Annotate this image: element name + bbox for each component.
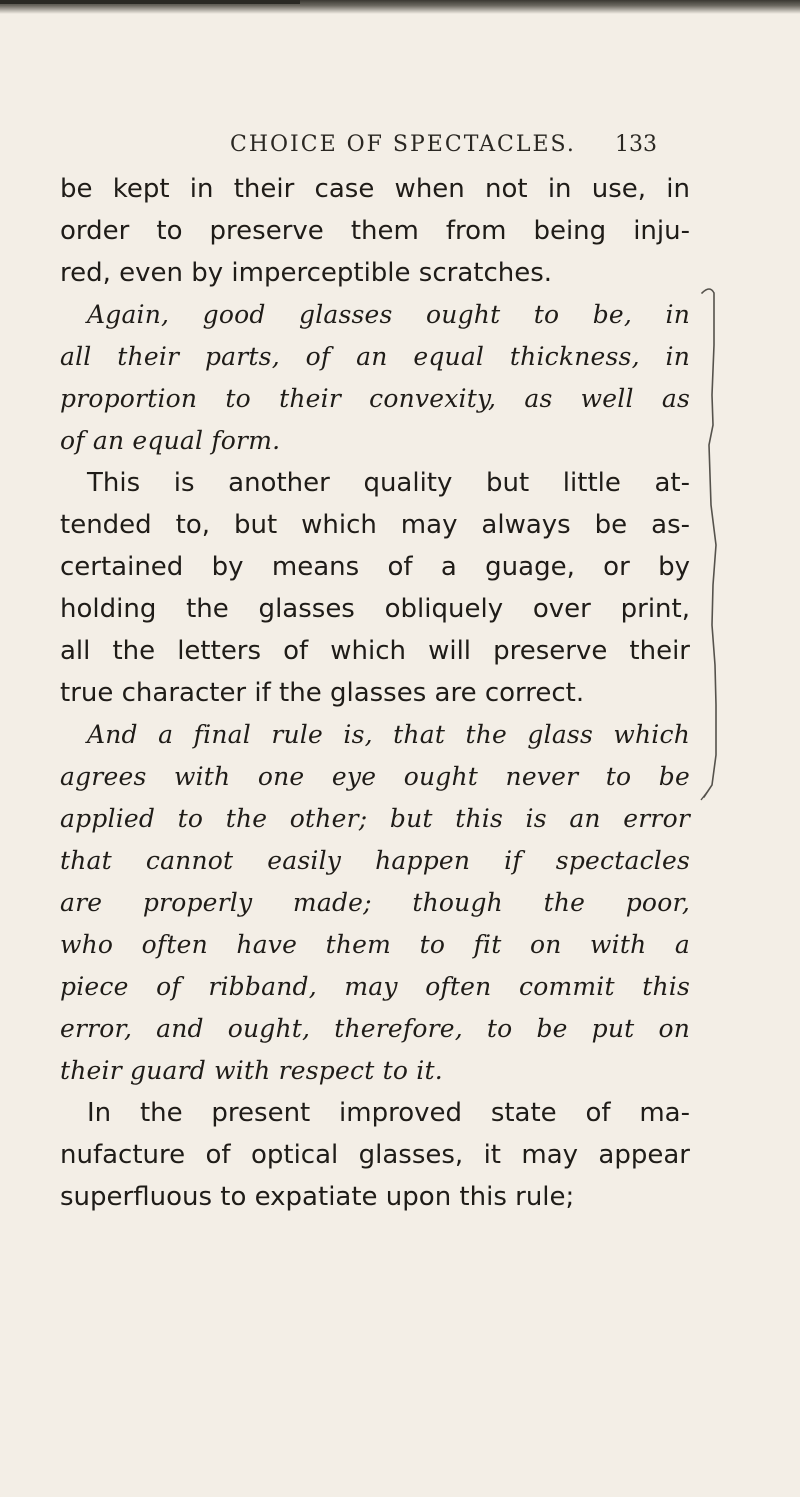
body-text xyxy=(60,168,690,1218)
text-line: tended to, but which may always be as- xyxy=(60,510,690,540)
text-line: certained by means of a guage, or by xyxy=(60,552,690,582)
text-line: that cannot easily happen if spectacles xyxy=(60,846,690,875)
text-line: This is another quality but little at- xyxy=(87,468,690,498)
text-line: order to preserve them from being inju- xyxy=(60,216,690,246)
text-line: who often have them to fit on with a xyxy=(60,930,690,959)
text-line: agrees with one eye ought never to be xyxy=(60,762,690,791)
text-line: are properly made; though the poor, xyxy=(60,888,690,917)
text-line: of an equal form. xyxy=(60,426,281,455)
text-line: all the letters of which will preserve their xyxy=(60,636,690,666)
text-line: superfluous to expatiate upon this rule; xyxy=(60,1182,575,1212)
page-edge-dark xyxy=(0,0,300,4)
text-line: piece of ribband, may often commit this xyxy=(60,972,690,1001)
text-line: be kept in their case when not in use, in xyxy=(60,174,690,204)
text-line: In the present improved state of ma- xyxy=(87,1098,690,1128)
text-line: Again, good glasses ought to be, in xyxy=(87,300,690,329)
text-line: red, even by imperceptible scratches. xyxy=(60,258,553,288)
page-number: 133 xyxy=(615,132,657,157)
text-line: applied to the other; but this is an error xyxy=(60,804,690,833)
text-line: true character if the glasses are correct. xyxy=(60,678,585,708)
text-line: And a final rule is, that the glass which xyxy=(87,720,690,749)
text-line: proportion to their convexity, as well as xyxy=(60,384,690,413)
text-line: nufacture of optical glasses, it may appear xyxy=(60,1140,690,1170)
margin-pencil-bracket xyxy=(700,285,750,805)
text-line: holding the glasses obliquely over print, xyxy=(60,594,690,624)
running-head: CHOICE OF SPECTACLES. xyxy=(230,132,576,157)
text-line: their guard with respect to it. xyxy=(60,1056,443,1085)
text-line: all their parts, of an equal thickness, in xyxy=(60,342,690,371)
text-line: error, and ought, therefore, to be put on xyxy=(60,1014,690,1043)
